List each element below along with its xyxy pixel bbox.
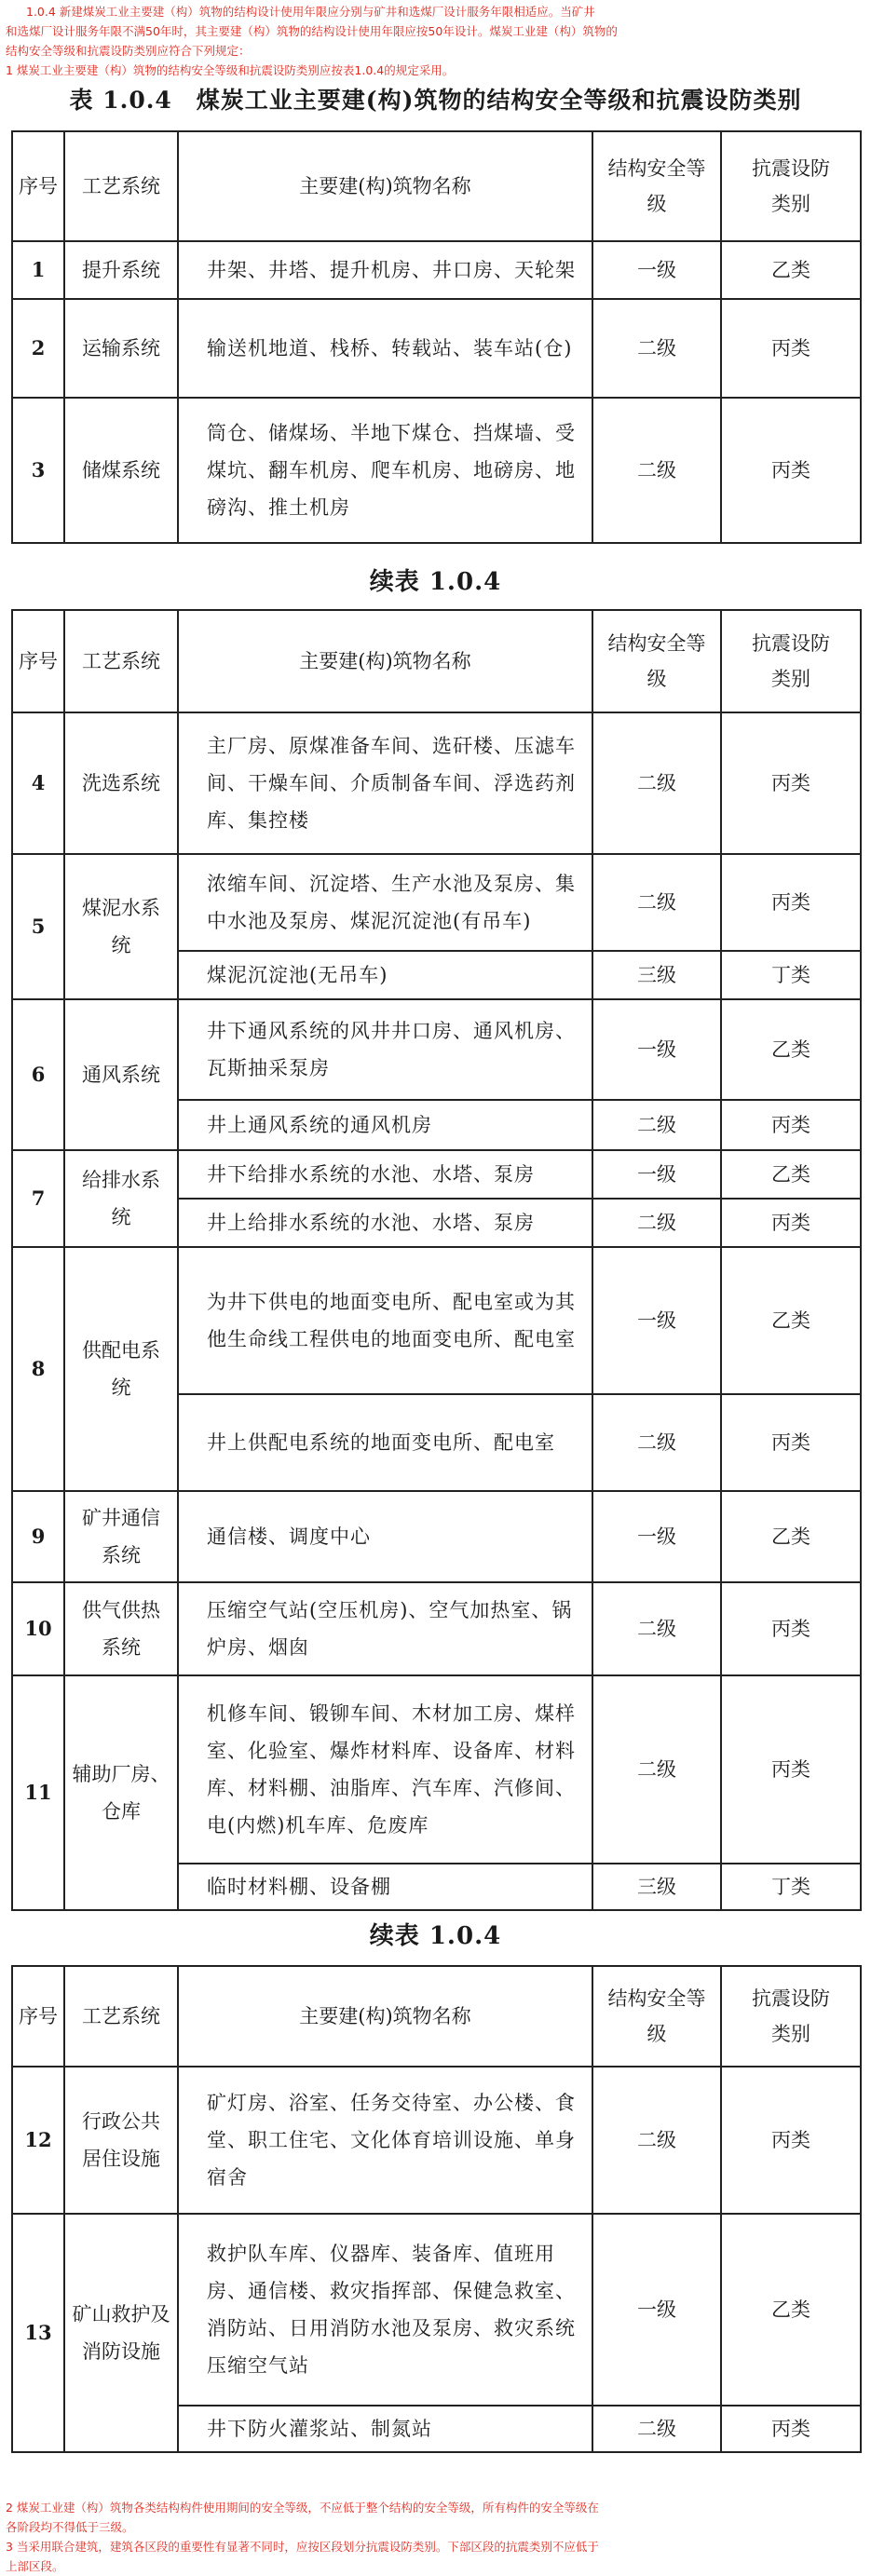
header-no: 序号	[12, 1966, 64, 2067]
row-cat: 丙类	[721, 299, 861, 398]
row-no: 6	[12, 999, 64, 1150]
row-grade: 二级	[592, 1199, 721, 1247]
header-sys: 工艺系统	[64, 610, 178, 712]
row-cat: 丙类	[721, 1394, 861, 1491]
header-name: 主要建(构)筑物名称	[178, 1966, 592, 2067]
table-header-row	[12, 610, 861, 712]
header-sys: 工艺系统	[64, 1966, 178, 2067]
row-grade: 二级	[592, 299, 721, 398]
table-part-2	[11, 609, 862, 1911]
row-name: 浓缩车间、沉淀塔、生产水池及泵房、集中水池及泵房、煤泥沉淀池(有吊车)	[178, 854, 592, 951]
row-name: 井下通风系统的风井井口房、通风机房、瓦斯抽采泵房	[178, 999, 592, 1100]
row-cat: 丙类	[721, 1100, 861, 1150]
row-grade: 一级	[592, 241, 721, 299]
row-name: 煤泥沉淀池(无吊车)	[178, 951, 592, 999]
table-row	[12, 1582, 861, 1675]
row-no: 4	[12, 712, 64, 854]
header-name: 主要建(构)筑物名称	[178, 610, 592, 712]
intro-line-4: 1 煤炭工业主要建（构）筑物的结构安全等级和抗震设防类别应按表1.0.4的规定采用。	[6, 63, 455, 77]
row-sys: 矿井通信系统	[64, 1491, 178, 1582]
table-row	[12, 999, 861, 1100]
row-cat: 乙类	[721, 1247, 861, 1394]
row-grade: 二级	[592, 854, 721, 951]
table-row	[12, 712, 861, 854]
row-no: 5	[12, 854, 64, 999]
row-cat: 乙类	[721, 241, 861, 299]
row-name: 井上通风系统的通风机房	[178, 1100, 592, 1150]
row-cat: 乙类	[721, 1150, 861, 1199]
footer-line-3: 3 当采用联合建筑，建筑各区段的重要性有显著不同时，应按区段划分抗震设防类别。下部区段的抗震类别不应低于	[6, 2540, 599, 2554]
row-cat: 丁类	[721, 1864, 861, 1910]
row-sys: 辅助厂房、仓库	[64, 1675, 178, 1910]
row-name: 救护队车库、仪器库、装备库、值班用房、通信楼、救灾指挥部、保健急救室、消防站、日用消防水池及泵房、救灾系统压缩空气站	[178, 2214, 592, 2406]
table-row	[12, 2214, 861, 2406]
header-grade: 结构安全等级	[592, 610, 721, 712]
row-sys: 矿山救护及消防设施	[64, 2214, 178, 2452]
table-row	[12, 854, 861, 951]
footer-line-4: 上部区段。	[6, 2559, 64, 2573]
table-row	[12, 1150, 861, 1199]
header-sys: 工艺系统	[64, 131, 178, 241]
footer-line-2: 各阶段均不得低于三级。	[6, 2520, 134, 2534]
row-no: 1	[12, 241, 64, 299]
row-name: 压缩空气站(空压机房)、空气加热室、锅炉房、烟囱	[178, 1582, 592, 1675]
table-title: 表 1.0.4 煤炭工业主要建(构)筑物的结构安全等级和抗震设防类别	[69, 87, 802, 114]
table-header-row	[12, 131, 861, 241]
row-cat: 丙类	[721, 2406, 861, 2452]
row-sys: 运输系统	[64, 299, 178, 398]
row-no: 13	[12, 2214, 64, 2452]
row-no: 3	[12, 398, 64, 543]
row-grade: 一级	[592, 999, 721, 1100]
continued-title-2: 续表 1.0.4	[369, 1922, 502, 1950]
intro-line-1: 1.0.4 新建煤炭工业主要建（构）筑物的结构设计使用年限应分别与矿井和选煤厂设计服务年限相适应。当矿井	[26, 5, 595, 19]
intro-line-2: 和选煤厂设计服务年限不满50年时，其主要建（构）筑物的结构设计使用年限应按50年设计。煤炭工业建（构）筑物的	[6, 24, 618, 38]
header-cat: 抗震设防类别	[721, 1966, 861, 2067]
row-grade: 二级	[592, 398, 721, 543]
row-grade: 一级	[592, 1491, 721, 1582]
header-no: 序号	[12, 610, 64, 712]
row-sys: 储煤系统	[64, 398, 178, 543]
row-grade: 一级	[592, 1150, 721, 1199]
row-name: 井上供配电系统的地面变电所、配电室	[178, 1394, 592, 1491]
row-grade: 三级	[592, 951, 721, 999]
row-name: 井下给排水系统的水池、水塔、泵房	[178, 1150, 592, 1199]
header-cat: 抗震设防类别	[721, 610, 861, 712]
row-grade: 三级	[592, 1864, 721, 1910]
table-row	[12, 299, 861, 398]
row-cat: 丙类	[721, 854, 861, 951]
table-row	[12, 1247, 861, 1394]
intro-line-3: 结构安全等级和抗震设防类别应符合下列规定：	[6, 44, 251, 58]
row-grade: 二级	[592, 1675, 721, 1864]
row-sys: 通风系统	[64, 999, 178, 1150]
table-part-3	[11, 1965, 862, 2453]
row-cat: 丁类	[721, 951, 861, 999]
header-grade: 结构安全等级	[592, 131, 721, 241]
table-row	[12, 1675, 861, 1864]
row-cat: 乙类	[721, 2214, 861, 2406]
footer-note	[6, 2498, 599, 2576]
table-row	[12, 1491, 861, 1582]
row-grade: 一级	[592, 2214, 721, 2406]
row-name: 通信楼、调度中心	[178, 1491, 592, 1582]
row-sys: 供气供热系统	[64, 1582, 178, 1675]
row-sys: 给排水系统	[64, 1150, 178, 1247]
row-cat: 乙类	[721, 999, 861, 1100]
row-grade: 二级	[592, 1394, 721, 1491]
row-cat: 丙类	[721, 398, 861, 543]
row-cat: 丙类	[721, 1582, 861, 1675]
row-sys: 煤泥水系统	[64, 854, 178, 999]
row-grade: 二级	[592, 2067, 721, 2214]
row-cat: 丙类	[721, 1675, 861, 1864]
footer-line-1: 2 煤炭工业建（构）筑物各类结构构件使用期间的安全等级，不应低于整个结构的安全等级，所有构件的安全等级在	[6, 2501, 599, 2515]
row-name: 矿灯房、浴室、任务交待室、办公楼、食堂、职工住宅、文化体育培训设施、单身宿舍	[178, 2067, 592, 2214]
row-grade: 二级	[592, 2406, 721, 2452]
row-name: 井架、井塔、提升机房、井口房、天轮架	[178, 241, 592, 299]
row-cat: 丙类	[721, 712, 861, 854]
row-name: 筒仓、储煤场、半地下煤仓、挡煤墙、受煤坑、翻车机房、爬车机房、地磅房、地磅沟、推土机房	[178, 398, 592, 543]
table-part-1	[11, 130, 862, 544]
row-no: 10	[12, 1582, 64, 1675]
row-grade: 二级	[592, 712, 721, 854]
table-row	[12, 2067, 861, 2214]
table-header-row	[12, 1966, 861, 2067]
row-cat: 丙类	[721, 2067, 861, 2214]
row-name: 输送机地道、栈桥、转载站、装车站(仓)	[178, 299, 592, 398]
header-no: 序号	[12, 131, 64, 241]
row-sys: 洗选系统	[64, 712, 178, 854]
row-grade: 二级	[592, 1100, 721, 1150]
table-row	[12, 241, 861, 299]
header-cat: 抗震设防类别	[721, 131, 861, 241]
row-no: 9	[12, 1491, 64, 1582]
row-name: 为井下供电的地面变电所、配电室或为其他生命线工程供电的地面变电所、配电室	[178, 1247, 592, 1394]
row-no: 2	[12, 299, 64, 398]
continued-title-1: 续表 1.0.4	[369, 568, 502, 596]
row-cat: 乙类	[721, 1491, 861, 1582]
row-no: 11	[12, 1675, 64, 1910]
table-row	[12, 398, 861, 543]
row-name: 井下防火灌浆站、制氮站	[178, 2406, 592, 2452]
row-grade: 一级	[592, 1247, 721, 1394]
row-grade: 二级	[592, 1582, 721, 1675]
row-sys: 提升系统	[64, 241, 178, 299]
row-name: 主厂房、原煤准备车间、选矸楼、压滤车间、干燥车间、介质制备车间、浮选药剂库、集控楼	[178, 712, 592, 854]
row-no: 8	[12, 1247, 64, 1491]
row-cat: 丙类	[721, 1199, 861, 1247]
row-name: 机修车间、锻铆车间、木材加工房、煤样室、化验室、爆炸材料库、设备库、材料库、材料棚、油脂库、汽车库、汽修间、电(内燃)机车库、危废库	[178, 1675, 592, 1864]
row-name: 临时材料棚、设备棚	[178, 1864, 592, 1910]
row-sys: 行政公共居住设施	[64, 2067, 178, 2214]
row-no: 7	[12, 1150, 64, 1247]
row-name: 井上给排水系统的水池、水塔、泵房	[178, 1199, 592, 1247]
header-grade: 结构安全等级	[592, 1966, 721, 2067]
header-name: 主要建(构)筑物名称	[178, 131, 592, 241]
row-sys: 供配电系统	[64, 1247, 178, 1491]
intro-note	[6, 2, 618, 80]
row-no: 12	[12, 2067, 64, 2214]
